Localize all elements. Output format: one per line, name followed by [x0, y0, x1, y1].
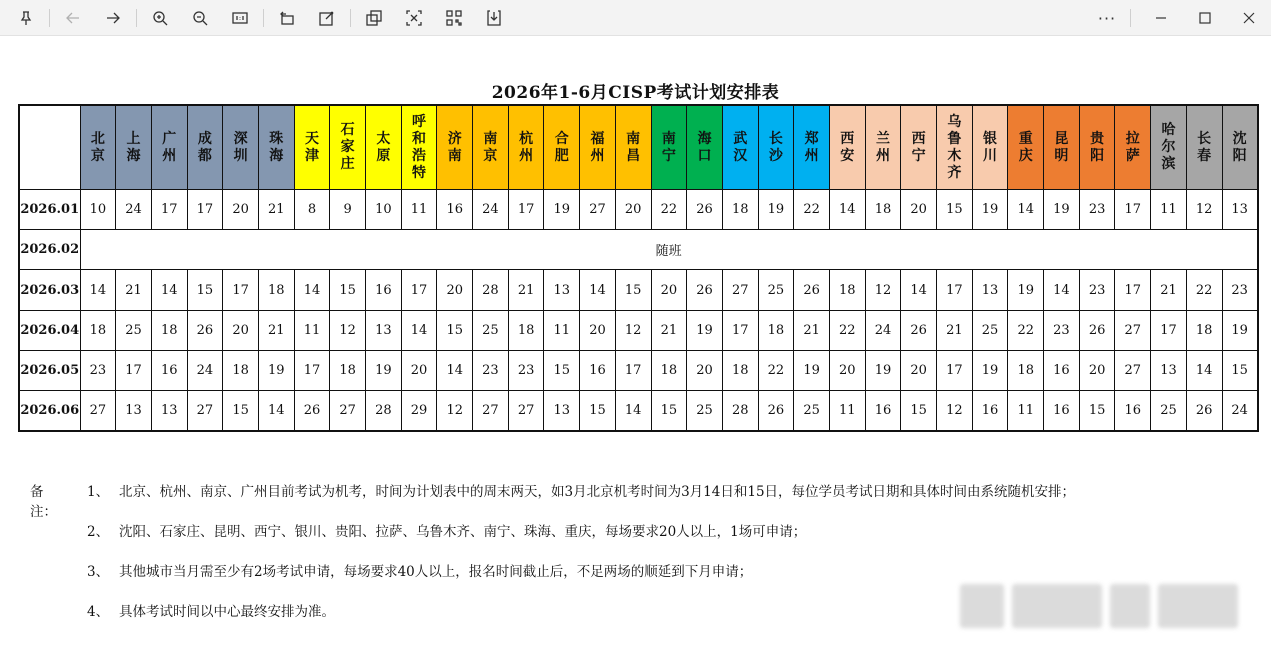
- actual-size-icon[interactable]: [224, 4, 256, 32]
- city-header: 贵 阳: [1079, 105, 1115, 190]
- date-cell: 20: [615, 190, 651, 230]
- date-cell: 24: [1222, 391, 1258, 431]
- date-cell: 16: [1115, 391, 1151, 431]
- date-cell: 15: [330, 270, 366, 310]
- date-cell: 17: [187, 190, 223, 230]
- date-cell: 17: [722, 310, 758, 350]
- date-cell: 27: [187, 391, 223, 431]
- date-cell: 11: [294, 310, 330, 350]
- date-cell: 14: [151, 270, 187, 310]
- date-cell: 20: [223, 190, 259, 230]
- date-cell: 18: [258, 270, 294, 310]
- city-header: 呼 和 浩 特: [401, 105, 437, 190]
- date-cell: 19: [758, 190, 794, 230]
- date-cell: 12: [330, 310, 366, 350]
- date-cell: 14: [401, 310, 437, 350]
- date-cell: 27: [1115, 350, 1151, 390]
- date-cell: 15: [544, 350, 580, 390]
- note-number: 3、: [87, 564, 110, 580]
- date-cell: 17: [937, 270, 973, 310]
- date-cell: 26: [294, 391, 330, 431]
- minimize-icon[interactable]: [1139, 0, 1183, 36]
- date-cell: 11: [1008, 391, 1044, 431]
- date-cell: 13: [151, 391, 187, 431]
- city-header: 武 汉: [722, 105, 758, 190]
- viewer-toolbar: [0, 0, 1271, 36]
- date-cell: 28: [473, 270, 509, 310]
- city-header: 长 沙: [758, 105, 794, 190]
- date-cell: 16: [1044, 391, 1080, 431]
- date-cell: 20: [901, 350, 937, 390]
- date-cell: 20: [223, 310, 259, 350]
- date-cell: 17: [151, 190, 187, 230]
- date-cell: 10: [366, 190, 402, 230]
- date-cell: 20: [1079, 350, 1115, 390]
- date-cell: 13: [116, 391, 152, 431]
- month-cell: 2026.03: [19, 270, 80, 310]
- save-icon[interactable]: [478, 4, 510, 32]
- date-cell: 18: [758, 310, 794, 350]
- qr-code-icon[interactable]: [438, 4, 470, 32]
- date-cell: 19: [865, 350, 901, 390]
- date-cell: 26: [687, 190, 723, 230]
- date-cell: 21: [794, 310, 830, 350]
- city-header: 拉 萨: [1115, 105, 1151, 190]
- date-cell: 18: [1008, 350, 1044, 390]
- city-header: 长 春: [1186, 105, 1222, 190]
- date-cell: 25: [794, 391, 830, 431]
- note-number: 2、: [87, 524, 110, 540]
- date-cell: 19: [1008, 270, 1044, 310]
- date-cell: 9: [330, 190, 366, 230]
- city-header: 杭 州: [508, 105, 544, 190]
- date-cell: 23: [80, 350, 116, 390]
- city-header: 哈 尔 滨: [1151, 105, 1187, 190]
- toolbar-divider: [350, 9, 351, 27]
- date-cell: 17: [294, 350, 330, 390]
- edit-icon[interactable]: [311, 4, 343, 32]
- note-text: 沈阳、石家庄、昆明、西宁、银川、贵阳、拉萨、乌鲁木齐、南宁、珠海、重庆，每场要求20人以上，1场可申请；: [119, 524, 807, 540]
- header-row: [19, 105, 1258, 190]
- date-cell: 14: [1008, 190, 1044, 230]
- date-cell: 25: [473, 310, 509, 350]
- date-cell: 14: [294, 270, 330, 310]
- date-cell: 20: [401, 350, 437, 390]
- date-cell: 12: [615, 310, 651, 350]
- date-cell: 12: [865, 270, 901, 310]
- date-cell: 26: [1079, 310, 1115, 350]
- date-cell: 14: [258, 391, 294, 431]
- date-cell: 18: [1186, 310, 1222, 350]
- date-cell: 16: [580, 350, 616, 390]
- date-cell: 24: [473, 190, 509, 230]
- date-cell: 21: [258, 310, 294, 350]
- month-cell: 2026.06: [19, 391, 80, 431]
- date-cell: 12: [1186, 190, 1222, 230]
- exam-schedule-table: [18, 104, 1259, 432]
- toolbar-divider: [49, 9, 50, 27]
- month-cell: 2026.05: [19, 350, 80, 390]
- note-item: [87, 600, 335, 620]
- city-header: 天 津: [294, 105, 330, 190]
- date-cell: 17: [223, 270, 259, 310]
- date-cell: 19: [366, 350, 402, 390]
- date-cell: 20: [437, 270, 473, 310]
- date-cell: 18: [865, 190, 901, 230]
- date-cell: 28: [722, 391, 758, 431]
- city-header: 西 安: [829, 105, 865, 190]
- date-cell: 21: [258, 190, 294, 230]
- note-item: [87, 560, 752, 580]
- date-cell: 25: [116, 310, 152, 350]
- zoom-out-icon[interactable]: [184, 4, 216, 32]
- date-cell: 12: [937, 391, 973, 431]
- month-cell: 2026.01: [19, 190, 80, 230]
- city-header: 广 州: [151, 105, 187, 190]
- date-cell: 17: [1115, 190, 1151, 230]
- date-cell: 25: [1151, 391, 1187, 431]
- month-cell: 2026.02: [19, 230, 80, 270]
- date-cell: 18: [722, 350, 758, 390]
- date-cell: 23: [508, 350, 544, 390]
- month-cell: 2026.04: [19, 310, 80, 350]
- note-text: 具体考试时间以中心最终安排为准。: [119, 604, 335, 620]
- city-header: 兰 州: [865, 105, 901, 190]
- date-cell: 13: [366, 310, 402, 350]
- date-cell: 26: [187, 310, 223, 350]
- date-cell: 21: [508, 270, 544, 310]
- toolbar-divider: [263, 9, 264, 27]
- note-text: 其他城市当月需至少有2场考试申请，每场要求40人以上，报名时间截止后，不足两场的顺延到下月申请；: [119, 564, 753, 580]
- date-cell: 19: [1044, 190, 1080, 230]
- date-cell: 13: [544, 270, 580, 310]
- date-cell: 27: [580, 190, 616, 230]
- city-header: 成 都: [187, 105, 223, 190]
- date-cell: 17: [508, 190, 544, 230]
- date-cell: 21: [651, 310, 687, 350]
- date-cell: 26: [758, 391, 794, 431]
- date-cell: 21: [1151, 270, 1187, 310]
- date-cell: 13: [544, 391, 580, 431]
- date-cell: 11: [1151, 190, 1187, 230]
- forward-arrow-icon[interactable]: [97, 4, 129, 32]
- city-header: 乌 鲁 木 齐: [937, 105, 973, 190]
- city-header: 太 原: [366, 105, 402, 190]
- date-cell: 14: [437, 350, 473, 390]
- date-cell: 11: [829, 391, 865, 431]
- city-header: 珠 海: [258, 105, 294, 190]
- city-header: 南 宁: [651, 105, 687, 190]
- city-header: 合 肥: [544, 105, 580, 190]
- date-cell: 18: [151, 310, 187, 350]
- date-cell: 18: [651, 350, 687, 390]
- back-arrow-icon[interactable]: [57, 4, 89, 32]
- date-cell: 17: [116, 350, 152, 390]
- city-header: 沈 阳: [1222, 105, 1258, 190]
- date-cell: 18: [722, 190, 758, 230]
- date-cell: 16: [366, 270, 402, 310]
- date-cell: 11: [544, 310, 580, 350]
- more-options-button[interactable]: ···: [1097, 8, 1117, 28]
- date-cell: 18: [508, 310, 544, 350]
- table-row: [19, 270, 1258, 310]
- table-row: [19, 310, 1258, 350]
- date-cell: 22: [651, 190, 687, 230]
- date-cell: 15: [901, 391, 937, 431]
- date-cell: 13: [1151, 350, 1187, 390]
- date-cell: 17: [1115, 270, 1151, 310]
- date-cell: 25: [687, 391, 723, 431]
- city-header: 南 京: [473, 105, 509, 190]
- note-number: 4、: [87, 604, 110, 620]
- date-cell: 27: [722, 270, 758, 310]
- date-cell: 18: [80, 310, 116, 350]
- date-cell: 21: [116, 270, 152, 310]
- note-text: 北京、杭州、南京、广州目前考试为机考，时间为计划表中的周末两天，如3月北京机考时间为3月14日和15日，每位学员考试日期和具体时间由系统随机安排；: [119, 484, 1076, 500]
- note-item: [87, 520, 806, 540]
- toolbar-divider: [136, 9, 137, 27]
- table-row: [19, 230, 1258, 270]
- crop-icon[interactable]: [398, 4, 430, 32]
- close-icon[interactable]: [1227, 0, 1271, 36]
- date-cell: 29: [401, 391, 437, 431]
- date-cell: 14: [1186, 350, 1222, 390]
- date-cell: 26: [794, 270, 830, 310]
- date-cell: 12: [437, 391, 473, 431]
- city-header: 西 宁: [901, 105, 937, 190]
- date-cell: 10: [80, 190, 116, 230]
- city-header: 银 川: [972, 105, 1008, 190]
- date-cell: 15: [937, 190, 973, 230]
- merged-cell: 随班: [80, 230, 1258, 270]
- date-cell: 27: [80, 391, 116, 431]
- date-cell: 20: [901, 190, 937, 230]
- date-cell: 25: [758, 270, 794, 310]
- city-header: 重 庆: [1008, 105, 1044, 190]
- date-cell: 14: [580, 270, 616, 310]
- date-cell: 16: [865, 391, 901, 431]
- date-cell: 15: [1079, 391, 1115, 431]
- date-cell: 22: [758, 350, 794, 390]
- date-cell: 23: [1222, 270, 1258, 310]
- maximize-icon[interactable]: [1183, 0, 1227, 36]
- date-cell: 17: [1151, 310, 1187, 350]
- date-cell: 23: [1079, 270, 1115, 310]
- date-cell: 17: [937, 350, 973, 390]
- city-header: 昆 明: [1044, 105, 1080, 190]
- date-cell: 19: [972, 350, 1008, 390]
- city-header: 深 圳: [223, 105, 259, 190]
- date-cell: 13: [972, 270, 1008, 310]
- date-cell: 16: [151, 350, 187, 390]
- date-cell: 19: [1222, 310, 1258, 350]
- date-cell: 27: [1115, 310, 1151, 350]
- rotate-icon[interactable]: [271, 4, 303, 32]
- zoom-in-icon[interactable]: [144, 4, 176, 32]
- date-cell: 17: [401, 270, 437, 310]
- date-cell: 15: [437, 310, 473, 350]
- date-cell: 15: [651, 391, 687, 431]
- date-cell: 28: [366, 391, 402, 431]
- date-cell: 22: [1008, 310, 1044, 350]
- date-cell: 27: [508, 391, 544, 431]
- date-cell: 14: [80, 270, 116, 310]
- date-cell: 15: [1222, 350, 1258, 390]
- city-header: 海 口: [687, 105, 723, 190]
- table-row: [19, 391, 1258, 431]
- copy-icon[interactable]: [358, 4, 390, 32]
- date-cell: 18: [829, 270, 865, 310]
- date-cell: 8: [294, 190, 330, 230]
- date-cell: 18: [223, 350, 259, 390]
- date-cell: 17: [615, 350, 651, 390]
- city-header: 济 南: [437, 105, 473, 190]
- date-cell: 20: [829, 350, 865, 390]
- schedule-title: 2026年1-6月CISP考试计划安排表: [491, 83, 780, 103]
- date-cell: 21: [937, 310, 973, 350]
- date-cell: 15: [223, 391, 259, 431]
- city-header: 石 家 庄: [330, 105, 366, 190]
- note-item: [87, 480, 1075, 500]
- date-cell: 19: [687, 310, 723, 350]
- date-cell: 19: [794, 350, 830, 390]
- pin-icon[interactable]: [10, 4, 42, 32]
- city-header: 郑 州: [794, 105, 830, 190]
- date-cell: 14: [829, 190, 865, 230]
- date-cell: 26: [687, 270, 723, 310]
- date-cell: 23: [1044, 310, 1080, 350]
- date-cell: 14: [1044, 270, 1080, 310]
- date-cell: 26: [1186, 391, 1222, 431]
- city-header: 福 州: [580, 105, 616, 190]
- date-cell: 19: [258, 350, 294, 390]
- date-cell: 20: [687, 350, 723, 390]
- date-cell: 22: [1186, 270, 1222, 310]
- table-row: [19, 190, 1258, 230]
- date-cell: 22: [794, 190, 830, 230]
- date-cell: 16: [1044, 350, 1080, 390]
- date-cell: 18: [330, 350, 366, 390]
- date-cell: 15: [187, 270, 223, 310]
- date-cell: 24: [116, 190, 152, 230]
- date-cell: 16: [972, 391, 1008, 431]
- city-header: 上 海: [116, 105, 152, 190]
- blurred-watermark: [960, 584, 1250, 628]
- date-cell: 26: [901, 310, 937, 350]
- date-cell: 14: [615, 391, 651, 431]
- table-row: [19, 350, 1258, 390]
- date-cell: 22: [829, 310, 865, 350]
- date-cell: 14: [901, 270, 937, 310]
- notes-label: 备注：: [30, 484, 57, 520]
- date-cell: 15: [580, 391, 616, 431]
- date-cell: 16: [437, 190, 473, 230]
- toolbar-divider: [1130, 9, 1131, 27]
- note-number: 1、: [87, 484, 110, 500]
- date-cell: 25: [972, 310, 1008, 350]
- date-cell: 24: [187, 350, 223, 390]
- date-cell: 13: [1222, 190, 1258, 230]
- date-cell: 20: [651, 270, 687, 310]
- date-cell: 20: [580, 310, 616, 350]
- date-cell: 11: [401, 190, 437, 230]
- date-cell: 27: [473, 391, 509, 431]
- date-cell: 19: [972, 190, 1008, 230]
- date-cell: 24: [865, 310, 901, 350]
- city-header: 北 京: [80, 105, 116, 190]
- date-cell: 23: [473, 350, 509, 390]
- date-cell: 15: [615, 270, 651, 310]
- city-header: 南 昌: [615, 105, 651, 190]
- date-cell: 27: [330, 391, 366, 431]
- date-cell: 19: [544, 190, 580, 230]
- date-cell: 23: [1079, 190, 1115, 230]
- corner-cell: [19, 105, 80, 190]
